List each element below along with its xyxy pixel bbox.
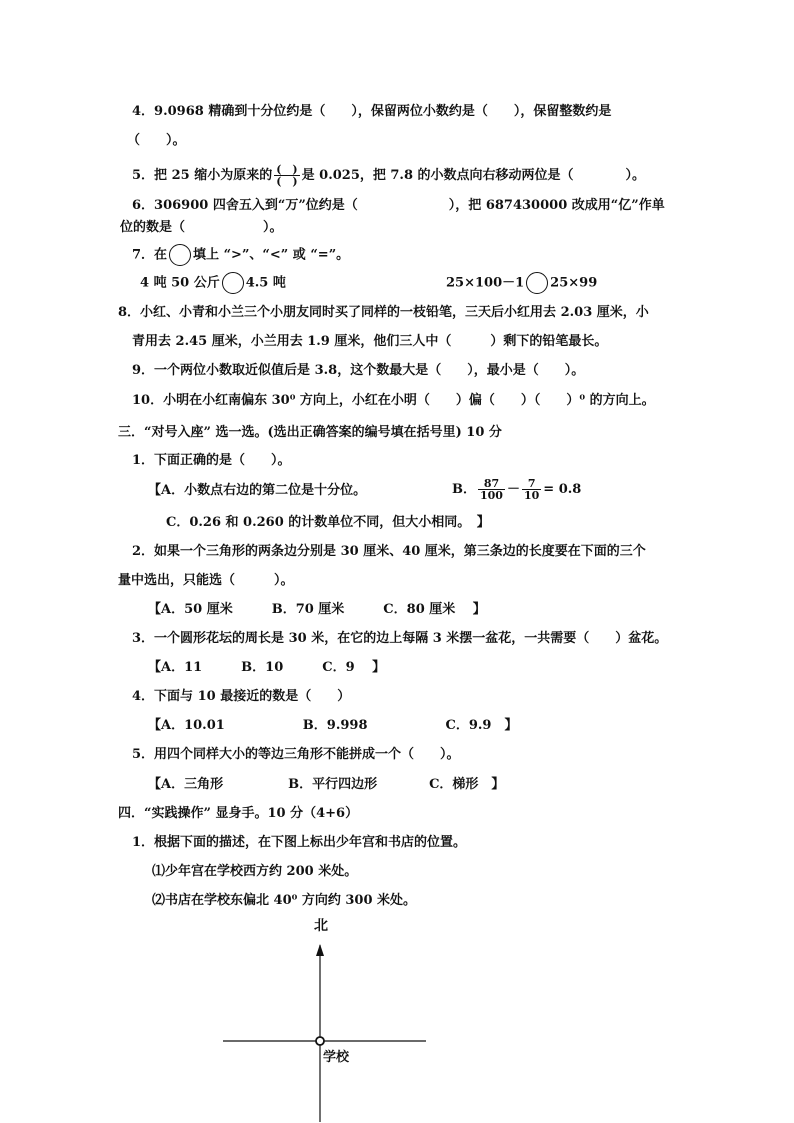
s3-q3-stem: 3．一个圆形花坛的周长是 30 米，在它的边上每隔 3 米摆一盆花，一共需要（ ）盆花。: [132, 631, 668, 646]
q5-fraction: [274, 164, 299, 187]
q8-line2: 青用去 2.45 厘米，小兰用去 1.9 厘米，他们三人中（ ）剩下的铅笔最长。: [132, 334, 608, 349]
q7-stem-after: 填上 “>”、“<” 或 “=”。: [193, 247, 350, 263]
frac-87-100: [478, 478, 505, 501]
q10: 10．小明在小红南偏东 30⁰ 方向上，小红在小明（ ）偏（ ）（ ）⁰ 的方向上。: [132, 393, 655, 408]
q9: 9．一个两位小数取近似值后是 3.8，这个数最大是（ ），最小是（ ）。: [132, 363, 585, 378]
q7-item2-left: 25×100－1: [446, 275, 525, 291]
north-arrow-icon: [316, 944, 324, 956]
q7-item2-right: 25×99: [550, 275, 598, 291]
school-point: [316, 1037, 324, 1045]
q7-item2: [446, 272, 597, 294]
compass-diagram[interactable]: [210, 910, 440, 1123]
frac2-den: 10: [523, 489, 540, 502]
q7-item1: [140, 272, 286, 294]
s3-q3-options: 【A．11 B．10 C．9 】: [148, 660, 386, 675]
s3-q2-line2: 量中选出，只能选（ ）。: [118, 573, 294, 588]
s3-q5-stem: 5．用四个同样大小的等边三角形不能拼成一个（ ）。: [132, 747, 460, 762]
frac-7-10: [522, 478, 541, 501]
q6-line2: 位的数是（ ）。: [120, 220, 283, 235]
q7-stem-before: 7．在: [132, 247, 168, 263]
compare-circle-2[interactable]: [526, 272, 548, 294]
q4-line2: （ ）。: [127, 133, 186, 148]
s3-q1-optB: [452, 478, 581, 501]
frac1-den: 100: [480, 489, 503, 502]
q5: [132, 164, 645, 187]
section4-title: 四．“实践操作” 显身手。10 分（4+6）: [118, 806, 359, 821]
s3-q4-stem: 4．下面与 10 最接近的数是（ ）: [132, 689, 351, 704]
s3-q5-options: 【A．三角形 B．平行四边形 C．梯形 】: [148, 777, 505, 792]
s3-q1-optC: C．0.26 和 0.260 的计数单位不同，但大小相同。 】: [166, 515, 490, 530]
frac1-num: 87: [478, 478, 505, 490]
section3-title: 三．“对号入座” 选一选。(选出正确答案的编号填在括号里) 10 分: [118, 425, 502, 440]
q5-frac-den: ( ): [276, 175, 298, 188]
q6-line1: 6．306900 四舍五入到“万”位约是（ ），把 687430000 改成用“亿”作单: [132, 198, 665, 213]
q7-item1-left: 4 吨 50 公斤: [140, 275, 220, 291]
compare-circle-1[interactable]: [222, 272, 244, 294]
north-label: 北: [314, 918, 328, 934]
school-label: 学校: [323, 1050, 350, 1065]
frac2-num: 7: [522, 478, 541, 490]
q5-after: 是 0.025，把 7.8 的小数点向右移动两位是（ ）。: [301, 168, 646, 183]
s3-q2-line1: 2．如果一个三角形的两条边分别是 30 厘米、40 厘米，第三条边的长度要在下面的三个: [132, 544, 646, 559]
s4-q1-sub1: ⑴少年宫在学校西方约 200 米处。: [152, 864, 358, 879]
q4-line1: 4．9.0968 精确到十分位约是（ ），保留两位小数约是（ ），保留整数约是: [132, 104, 612, 119]
optB-result: = 0.8: [543, 482, 582, 497]
s3-q4-options: 【A．10.01 B．9.998 C．9.9 】: [148, 718, 518, 733]
q5-before: 5．把 25 缩小为原来的: [132, 168, 273, 183]
s4-q1-sub2: ⑵书店在学校东偏北 40⁰ 方向约 300 米处。: [152, 893, 417, 908]
q7-stem: [132, 244, 349, 266]
s4-q1-stem: 1．根据下面的描述，在下图上标出少年宫和书店的位置。: [132, 835, 467, 850]
s3-q1-optA: 【A．小数点右边的第二位是十分位。: [148, 483, 367, 498]
q5-frac-num: ( ): [276, 163, 298, 176]
optB-label: B．: [452, 482, 476, 497]
s3-q2-options: 【A．50 厘米 B．70 厘米 C．80 厘米 】: [148, 602, 486, 617]
minus-sign: －: [506, 482, 520, 497]
q7-item1-right: 4.5 吨: [245, 275, 286, 291]
compare-circle[interactable]: [169, 244, 191, 266]
q8-line1: 8．小红、小青和小兰三个小朋友同时买了同样的一枝铅笔，三天后小红用去 2.03 厘米，小: [118, 305, 649, 320]
s3-q1-stem: 1．下面正确的是（ ）。: [132, 453, 291, 468]
